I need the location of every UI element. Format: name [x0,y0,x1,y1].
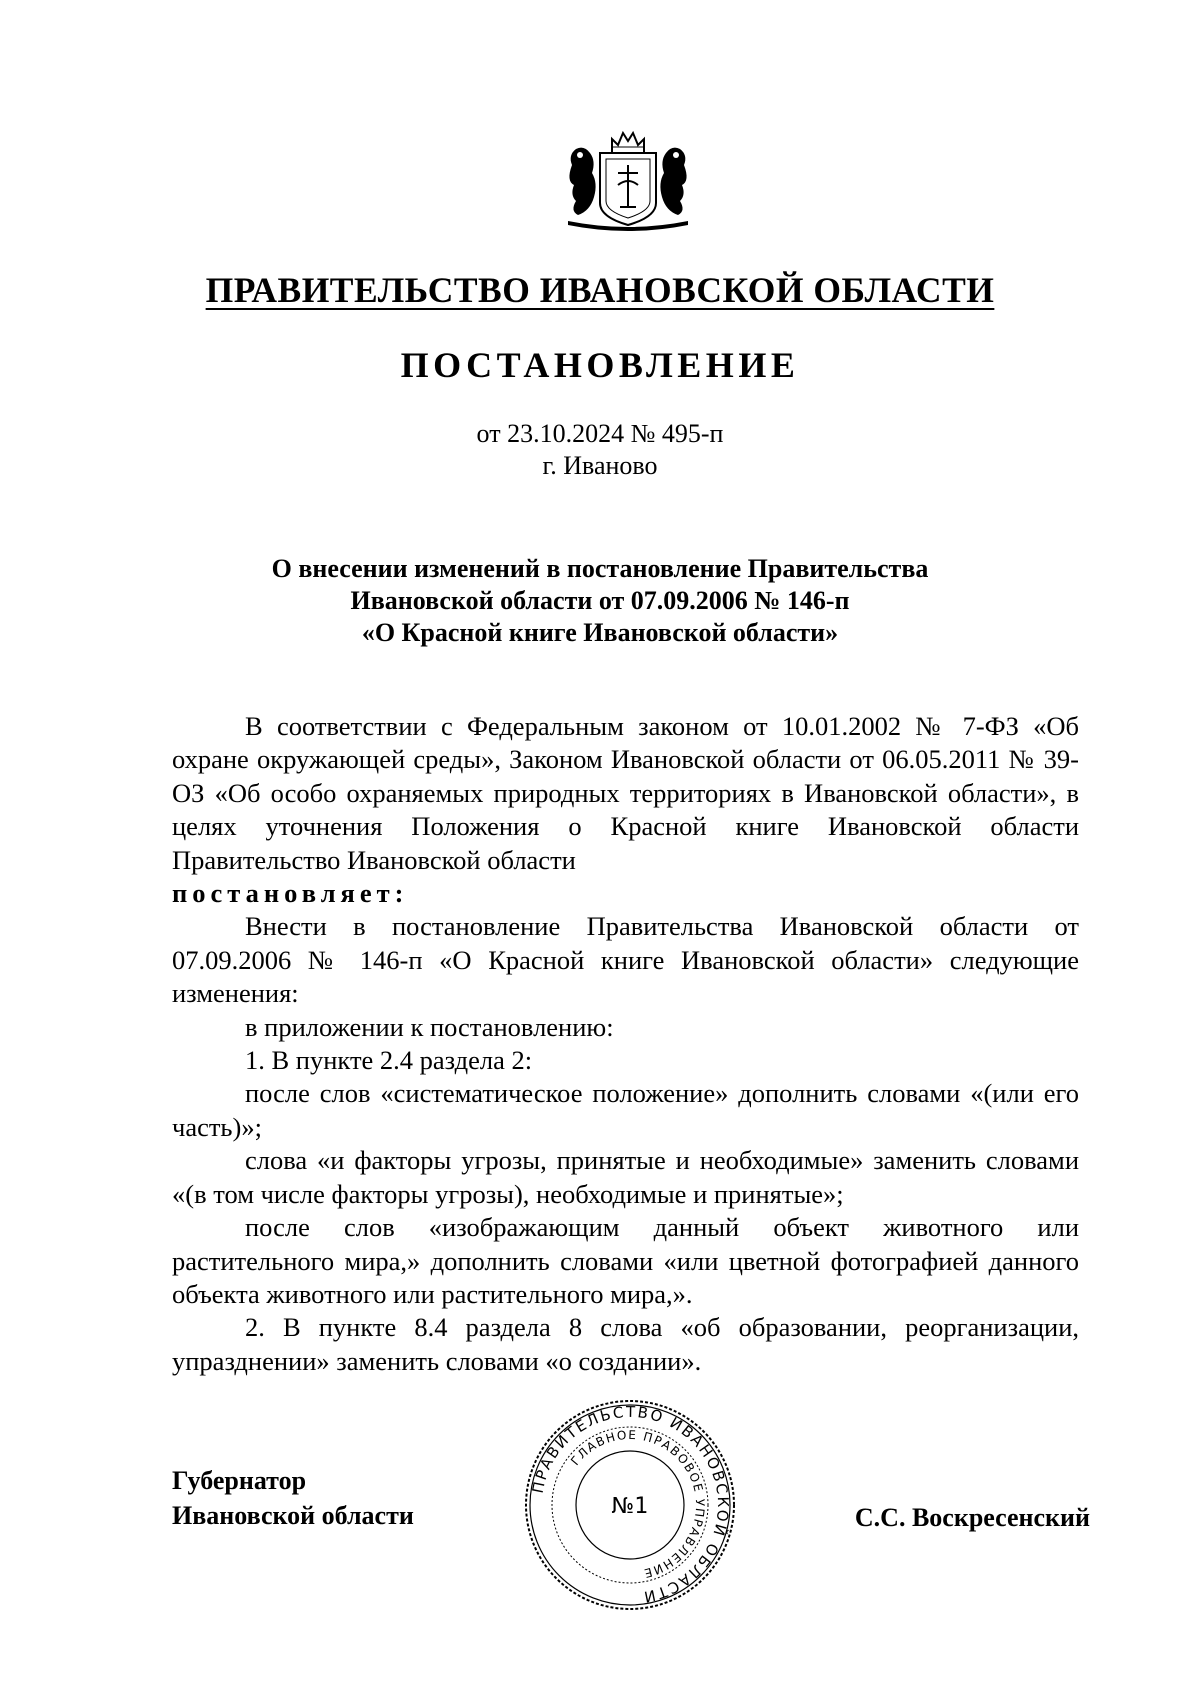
preamble-paragraph: В соответствии с Федеральным законом от 10.01.2002 № 7-ФЗ «Об охране окружающей среды», Законом Ивановской области от 06.05.2011 № 39-ОЗ «Об особо охраняемых природных территориях в Ивановской области», в целях уточнения Положения о Красной книге Ивановской области Правительство Ивановской области [172,711,1079,875]
subject-line: О внесении изменений в постановление Правительства [271,554,929,583]
body-paragraph: в приложении к постановлению: [245,1011,614,1042]
body-paragraph: 1. В пункте 2.4 раздела 2: [245,1045,533,1076]
official-stamp [520,1395,740,1615]
resolves-word: постановляет: [172,878,409,909]
stamp-inner-text: ГЛАВНОЕ ПРАВОВОЕ УПРАВЛЕНИЕ [568,1427,708,1581]
subject-line: Ивановской области от 07.09.2006 № 146-п [350,586,850,615]
subject-line: «О Красной книге Ивановской области» [361,618,839,647]
stamp-outer-text: ПРАВИТЕЛЬСТВО ИВАНОВСКОЙ ОБЛАСТИ [528,1402,733,1607]
document-city: г. Иваново [542,451,658,480]
signatory-position-line: Ивановской области [172,1501,414,1530]
document-subject [175,553,1025,649]
document-body [172,710,1079,1378]
body-paragraph: после слов «изображающим данный объект животного или растительного мира,» дополнить словами «или цветной фотографией данного объекта животного или растительного мира,». [172,1212,1079,1309]
signatory-name: С.С. Воскресенский [854,1503,1090,1532]
document-type: ПОСТАНОВЛЕНИЕ [400,345,800,385]
coat-of-arms-icon [560,125,696,231]
body-paragraph: 2. В пункте 8.4 раздела 8 слова «об образовании, реорганизации, упразднении» заменить словами «о создании». [172,1312,1079,1376]
stamp-number: №1 [611,1494,649,1519]
signatory-position [172,1463,414,1533]
body-paragraph: слова «и факторы угрозы, принятые и необходимые» заменить словами «(в том числе факторы угрозы), необходимые и принятые»; [172,1145,1079,1209]
body-paragraph: после слов «систематическое положение» дополнить словами «(или его часть)»; [172,1078,1079,1142]
government-title: ПРАВИТЕЛЬСТВО ИВАНОВСКОЙ ОБЛАСТИ [205,270,995,310]
signatory-position-line: Губернатор [172,1466,307,1495]
body-paragraph: Внести в постановление Правительства Ивановской области от 07.09.2006 № 146-п «О Красной книге Ивановской области» следующие изменения: [172,911,1079,1009]
document-date-number: от 23.10.2024 № 495-п [476,419,724,448]
